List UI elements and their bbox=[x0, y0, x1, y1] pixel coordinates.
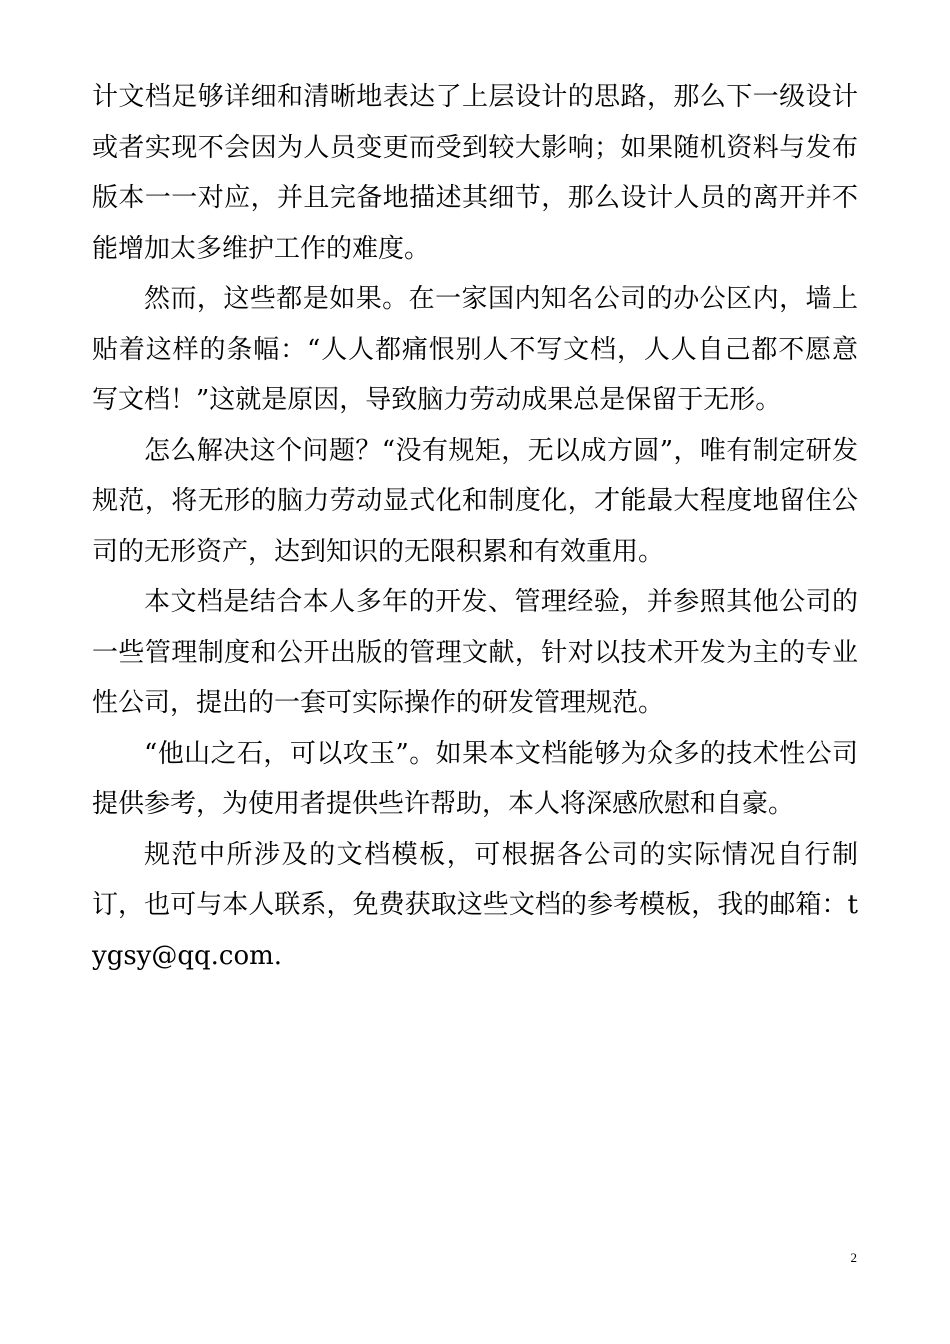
paragraph-6: 规范中所涉及的文档模板，可根据各公司的实际情况自行制订，也可与本人联系，免费获取这些文档的参考模板，我的邮箱：tygsy@qq.com. bbox=[92, 839, 858, 971]
paragraph-4: 本文档是结合本人多年的开发、管理经验，并参照其他公司的一些管理制度和公开出版的管理文献，针对以技术开发为主的专业性公司，提出的一套可实际操作的研发管理规范。 bbox=[92, 587, 858, 718]
page-number: 2 bbox=[850, 1250, 857, 1265]
paragraph-1: 计文档足够详细和清晰地表达了上层设计的思路，那么下一级设计或者实现不会因为人员变更而受到较大影响；如果随机资料与发布版本一一对应，并且完备地描述其细节，那么设计人员的离开并不能增加太多维护工作的难度。 bbox=[92, 82, 858, 264]
paragraph-5: “他山之石，可以攻玉”。如果本文档能够为众多的技术性公司提供参考，为使用者提供些许帮助，本人将深感欣慰和自豪。 bbox=[92, 738, 858, 819]
document-page bbox=[92, 72, 858, 981]
paragraph-3: 怎么解决这个问题？“没有规矩，无以成方圆”，唯有制定研发规范，将无形的脑力劳动显式化和制度化，才能最大程度地留住公司的无形资产，达到知识的无限积累和有效重用。 bbox=[92, 435, 858, 567]
paragraph-2: 然而，这些都是如果。在一家国内知名公司的办公区内，墙上贴着这样的条幅：“人人都痛恨别人不写文档，人人自己都不愿意写文档！”这就是原因，导致脑力劳动成果总是保留于无形。 bbox=[92, 284, 858, 415]
